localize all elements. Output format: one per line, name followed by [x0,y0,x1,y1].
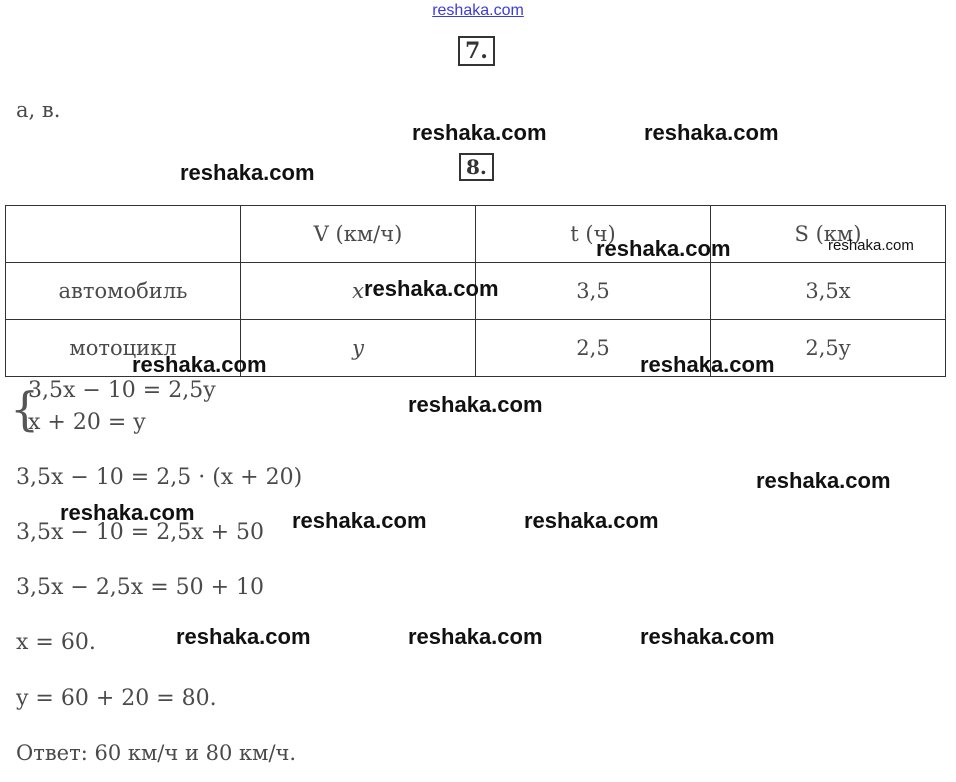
system-equation-1: 3,5x − 10 = 2,5y [28,378,216,403]
table-cell: x [241,263,476,320]
watermark: reshaka.com [828,237,914,254]
solution-step: 3,5x − 2,5x = 50 + 10 [16,575,265,600]
watermark: reshaka.com [408,392,543,417]
table-header-cell [6,206,241,263]
solution-step: 3,5x − 10 = 2,5 · (x + 20) [16,465,303,490]
table-cell: мотоцикл [6,320,241,377]
table-header-cell: t (ч) [476,206,711,263]
table-cell: 3,5 [476,263,711,320]
watermark: reshaka.com [364,276,499,301]
final-answer: Ответ: 60 км/ч и 80 км/ч. [16,741,297,765]
solution-step: y = 60 + 20 = 80. [16,686,217,711]
table-header-row [6,206,946,263]
task-7-number: 7. [458,36,495,66]
table-cell: автомобиль [6,263,241,320]
watermark: reshaka.com [292,508,427,533]
table-cell: y [241,320,476,377]
watermark: reshaka.com [640,352,775,377]
watermark: reshaka.com [640,624,775,649]
watermark: reshaka.com [180,160,315,185]
watermark: reshaka.com [408,624,543,649]
table-cell: 2,5 [476,320,711,377]
watermark: reshaka.com [644,120,779,145]
system-brace: { [10,382,40,436]
task-7-answer: а, в. [16,98,61,122]
table-cell: 2,5y [711,320,946,377]
watermark: reshaka.com [596,236,731,261]
watermark: reshaka.com [176,624,311,649]
watermark: reshaka.com [524,508,659,533]
solution-step: x = 60. [16,630,96,655]
watermark: reshaka.com [60,500,195,525]
system-equation-2: x + 20 = y [28,410,146,435]
watermark: reshaka.com [412,120,547,145]
solution-step: 3,5x − 10 = 2,5x + 50 [16,520,265,545]
watermark: reshaka.com [756,468,891,493]
table-header-cell: V (км/ч) [241,206,476,263]
task-8-number: 8. [459,153,494,181]
watermark: reshaka.com [132,352,267,377]
table-cell: 3,5x [711,263,946,320]
table-header-cell: S (км) [711,206,946,263]
site-link[interactable]: reshaka.com [432,2,524,19]
